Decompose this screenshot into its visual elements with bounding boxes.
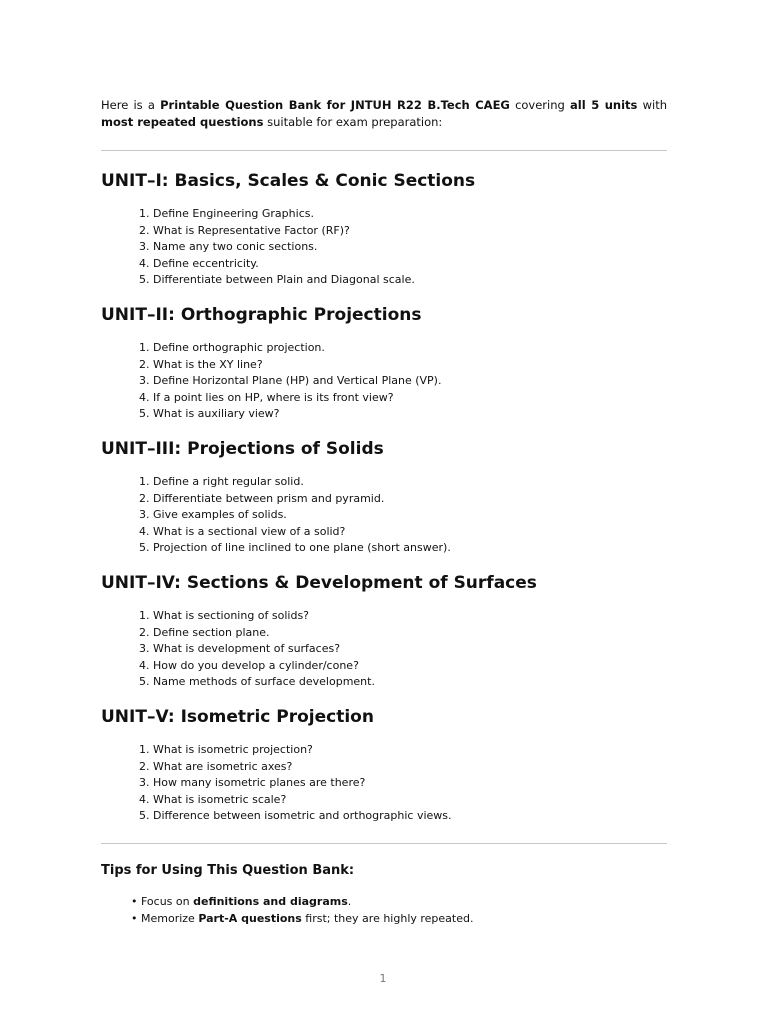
- list-item: 5. What is auxiliary view?: [139, 407, 280, 420]
- bullet-icon: •: [131, 895, 138, 908]
- list-item: 3. Define Horizontal Plane (HP) and Vertical Plane (VP).: [139, 374, 442, 387]
- intro-bold-2: all 5 units: [570, 98, 638, 112]
- list-item: 2. What is Representative Factor (RF)?: [139, 223, 350, 237]
- tip-bold-text: definitions and diagrams: [193, 895, 348, 908]
- list-item: 5. Name methods of surface development.: [139, 675, 375, 688]
- list-item: 1. What is sectioning of solids?: [139, 609, 310, 622]
- list-item: 3. What is development of surfaces?: [139, 642, 341, 655]
- list-item: 3. Name any two conic sections.: [139, 240, 318, 253]
- unit-3-question-list: [101, 474, 451, 557]
- bullet-icon: •: [131, 912, 138, 925]
- tips-heading: Tips for Using This Question Bank:: [101, 863, 355, 878]
- tip-text: .: [347, 895, 352, 908]
- intro-text-1: Here is a: [101, 98, 161, 112]
- bottom-divider: [101, 843, 667, 844]
- list-item: 5. Differentiate between Plain and Diagonal scale.: [139, 273, 415, 286]
- tip-bold-text: Part-A questions: [198, 912, 302, 925]
- intro-paragraph: [101, 97, 667, 131]
- list-item: 4. What is isometric scale?: [139, 792, 287, 806]
- tip-text: Memorize: [137, 912, 199, 925]
- list-item: 4. Define eccentricity.: [139, 256, 259, 270]
- intro-text-2: covering: [509, 98, 571, 112]
- list-item: 4. What is a sectional view of a solid?: [139, 524, 346, 538]
- list-item: 1. Define orthographic projection.: [139, 341, 325, 354]
- list-item: 2. Differentiate between prism and pyramid.: [139, 491, 385, 505]
- intro-text-3: with: [637, 98, 667, 112]
- list-item: 2. Define section plane.: [139, 625, 270, 639]
- unit-5-heading: UNIT–V: Isometric Projection: [101, 707, 374, 727]
- tip-text: Focus on: [137, 895, 194, 908]
- unit-1-heading: UNIT–I: Basics, Scales & Conic Sections: [101, 171, 476, 191]
- intro-bold-1: Printable Question Bank for JNTUH R22 B.Tech CAEG: [160, 98, 510, 112]
- list-item: 1. Define a right regular solid.: [139, 475, 304, 488]
- unit-5-question-list: [101, 742, 452, 825]
- unit-3-heading: UNIT–III: Projections of Solids: [101, 439, 384, 459]
- unit-4-heading: UNIT–IV: Sections & Development of Surfaces: [101, 573, 537, 593]
- list-item: 1. What is isometric projection?: [139, 743, 313, 756]
- intro-text-4: suitable for exam preparation:: [263, 115, 443, 129]
- list-item: 2. What are isometric axes?: [139, 759, 293, 773]
- top-divider: [101, 150, 667, 151]
- tips-list: [101, 893, 473, 927]
- list-item: [131, 910, 473, 927]
- unit-2-question-list: [101, 340, 441, 423]
- list-item: 5. Projection of line inclined to one plane (short answer).: [139, 541, 451, 554]
- list-item: 2. What is the XY line?: [139, 357, 263, 371]
- intro-bold-3: most repeated questions: [101, 115, 264, 129]
- list-item: [131, 893, 473, 910]
- tip-text: first; they are highly repeated.: [301, 912, 474, 925]
- list-item: 3. How many isometric planes are there?: [139, 776, 366, 789]
- page-number: 1: [379, 972, 387, 985]
- unit-2-heading: UNIT–II: Orthographic Projections: [101, 305, 422, 325]
- unit-4-question-list: [101, 608, 375, 691]
- unit-1-question-list: [101, 206, 415, 289]
- list-item: 1. Define Engineering Graphics.: [139, 207, 314, 220]
- list-item: 4. If a point lies on HP, where is its front view?: [139, 390, 394, 404]
- list-item: 3. Give examples of solids.: [139, 508, 287, 521]
- list-item: 5. Difference between isometric and orthographic views.: [139, 809, 452, 822]
- list-item: 4. How do you develop a cylinder/cone?: [139, 658, 359, 672]
